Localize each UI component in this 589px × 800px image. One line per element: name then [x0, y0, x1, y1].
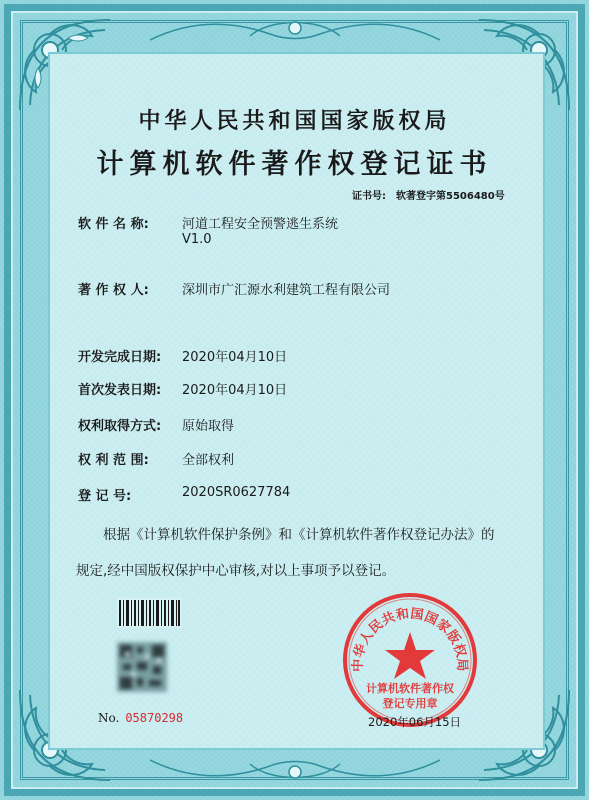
field-value: 2020年04月10日: [182, 383, 288, 398]
field-value: 2020SR0627784: [182, 485, 291, 500]
official-seal-icon: [340, 590, 480, 730]
serial-prefix: No.: [98, 711, 120, 725]
qr-code-icon: [117, 642, 167, 692]
certificate-number-label: 证书号:: [352, 191, 386, 202]
field-value: 2020年04月10日: [182, 350, 288, 365]
field-development-date: [78, 346, 287, 365]
field-label: 权 利 范 围:: [78, 453, 149, 468]
certificate-number: [352, 187, 515, 202]
field-label: 登 记 号:: [78, 489, 132, 504]
barcode-icon: [117, 598, 182, 628]
seal-arc-text: 中华人民共和国国家版权局: [350, 606, 470, 672]
statement-line: 规定,经中国版权保护中心审核,对以上事项予以登记。: [76, 563, 396, 579]
field-rights-scope: [78, 449, 234, 468]
top-ornament-icon: [150, 14, 440, 48]
serial-number: [98, 711, 183, 725]
serial-value: 05870298: [125, 711, 184, 725]
field-registration-number: [78, 485, 290, 504]
field-value: 河道工程安全预警逃生系统: [182, 217, 339, 232]
field-publish-date: [78, 379, 287, 398]
field-value-version: V1.0: [182, 232, 212, 247]
field-label: 权利取得方式:: [78, 419, 162, 434]
field-value: 原始取得: [182, 419, 235, 434]
statement-paragraph: [76, 517, 532, 589]
bottom-ornament-icon: [150, 752, 440, 786]
certificate-title: 计算机软件著作权登记证书: [96, 149, 493, 180]
field-software-name: [78, 213, 338, 247]
field-copyright-owner: [78, 279, 390, 298]
seal-date: 2020年06月15日: [368, 715, 462, 729]
field-value: 深圳市广汇源水利建筑工程有限公司: [182, 283, 391, 298]
field-label: 首次发表日期:: [78, 383, 162, 398]
seal-line-1: 计算机软件著作权: [366, 682, 454, 695]
issuing-authority: 中华人民共和国国家版权局: [138, 109, 451, 134]
statement-line: 根据《计算机软件保护条例》和《计算机软件著作权登记办法》的: [103, 527, 495, 543]
field-label: 软 件 名 称:: [78, 217, 149, 232]
field-label: 著 作 权 人:: [78, 283, 149, 298]
field-acquisition-method: [78, 415, 234, 434]
field-label: 开发完成日期:: [78, 350, 162, 365]
seal-line-2: 登记专用章: [382, 697, 438, 710]
certificate-number-value: 软著登字第5506480号: [396, 191, 505, 202]
field-value: 全部权利: [182, 453, 235, 468]
